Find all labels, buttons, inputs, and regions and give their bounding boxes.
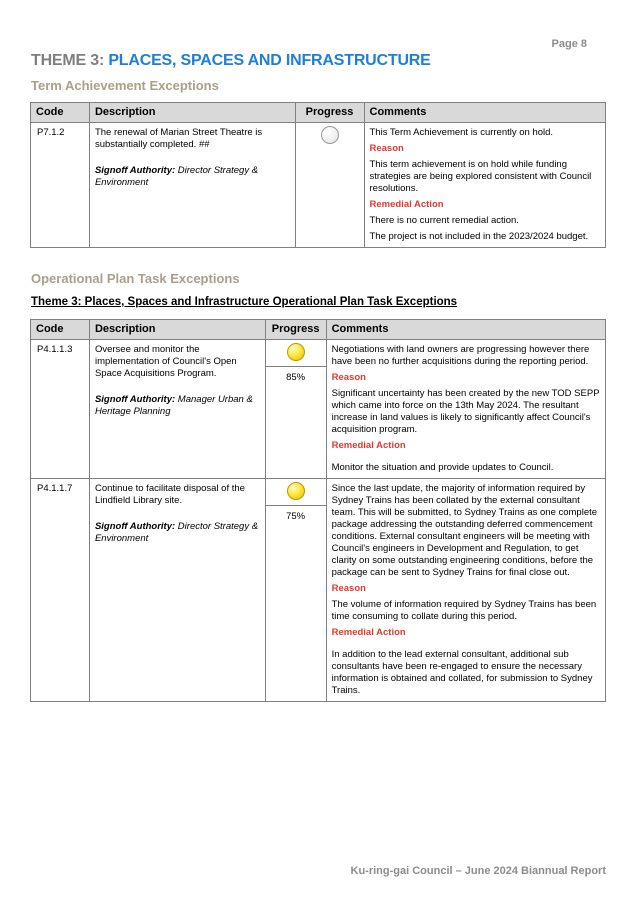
term-section-title: Term Achievement Exceptions xyxy=(31,78,219,93)
status-empty-circle-icon xyxy=(321,126,339,144)
table-header-row xyxy=(31,103,606,123)
header-progress: Progress xyxy=(295,103,364,123)
row-progress xyxy=(295,123,364,248)
header-code: Code xyxy=(31,320,90,340)
remedial-text-1: There is no current remedial action. xyxy=(369,215,519,226)
status-yellow-circle-icon xyxy=(287,343,305,361)
remedial-text: Monitor the situation and provide updates to Council. xyxy=(331,462,554,473)
signoff-authority xyxy=(95,165,290,189)
reason-label: Reason xyxy=(331,372,366,383)
signoff-value: Manager Urban & Heritage Planning xyxy=(94,394,253,417)
table-row xyxy=(31,123,606,248)
header-progress: Progress xyxy=(265,320,326,340)
row-code: P4.1.1.7 xyxy=(31,479,90,702)
signoff-label: Signoff Authority: xyxy=(94,394,176,405)
theme-name: PLACES, SPACES AND INFRASTRUCTURE xyxy=(108,52,431,69)
comment-intro: Since the last update, the majority of information required by Sydney Trains has been collated by the external consultant team. This will be submitted, to Sydney Trains as one complete package addressing the outstanding deferred commencement conditions. External consultant engineers will be meeting with Council's engineers in Development and Regulation, to get clarity on some outstanding engineering conditions, before the package can be sent to Sydney Trains for final close out. xyxy=(331,483,598,578)
term-achievement-table xyxy=(30,102,606,248)
row-progress xyxy=(265,479,326,702)
comment-intro: This Term Achievement is currently on hold. xyxy=(369,127,554,138)
table-row xyxy=(31,479,606,702)
row-comments xyxy=(364,123,606,248)
header-code: Code xyxy=(31,103,90,123)
remedial-text-2: The project is not included in the 2023/2024 budget. xyxy=(369,231,589,242)
reason-text: The volume of information required by Sydney Trains has been time consuming to collate during this period. xyxy=(331,599,597,622)
progress-value: 85% xyxy=(286,372,306,383)
operational-task-table xyxy=(30,319,606,702)
row-description xyxy=(89,479,265,702)
description-text: Continue to facilitate disposal of the Lindfield Library site. xyxy=(94,483,245,506)
row-progress xyxy=(265,340,326,479)
row-description xyxy=(89,340,265,479)
header-comments: Comments xyxy=(326,320,605,340)
description-text: The renewal of Marian Street Theatre is substantially completed. ## xyxy=(94,127,263,150)
theme-title xyxy=(31,52,431,70)
footer: Ku-ring-gai Council – June 2024 Biannual Report xyxy=(350,865,606,877)
signoff-label: Signoff Authority: xyxy=(94,165,176,176)
remedial-text: In addition to the lead external consultant, additional sub consultants have been re-engaged to ensure the necessary information is obtained and collated, for submission to Sydney Trains. xyxy=(331,649,593,696)
row-comments xyxy=(326,340,605,479)
table-row xyxy=(31,340,606,479)
header-comments: Comments xyxy=(364,103,606,123)
signoff-authority xyxy=(95,394,260,418)
reason-label: Reason xyxy=(331,583,366,594)
signoff-value: Director Strategy & Environment xyxy=(94,165,259,188)
signoff-value: Director Strategy & Environment xyxy=(94,521,259,544)
remedial-label: Remedial Action xyxy=(369,199,444,210)
status-yellow-circle-icon xyxy=(287,482,305,500)
signoff-authority xyxy=(95,521,260,545)
description-text: Oversee and monitor the implementation of Council's Open Space Acquisitions Program. xyxy=(94,344,237,379)
comment-intro: Negotiations with land owners are progressing however there have been no further acquisitions during the reporting period. xyxy=(331,344,590,367)
row-code: P4.1.1.3 xyxy=(31,340,90,479)
theme-prefix: THEME 3: xyxy=(31,52,109,69)
reason-text: This term achievement is on hold while funding strategies are being explored consistent with Council resolutions. xyxy=(369,159,592,194)
progress-icon-cell xyxy=(266,479,326,506)
header-description: Description xyxy=(89,103,295,123)
header-description: Description xyxy=(89,320,265,340)
row-comments xyxy=(326,479,605,702)
remedial-label: Remedial Action xyxy=(331,627,406,638)
row-code: P7.1.2 xyxy=(31,123,90,248)
remedial-label: Remedial Action xyxy=(331,440,406,451)
ops-table-title: Theme 3: Places, Spaces and Infrastructure Operational Plan Task Exceptions xyxy=(31,296,458,308)
table-header-row xyxy=(31,320,606,340)
page-number: Page 8 xyxy=(551,38,587,50)
signoff-label: Signoff Authority: xyxy=(94,521,176,532)
reason-text: Significant uncertainty has been created by the new TOD SEPP which came into force on the 13th May 2024. The resultant increase in land values is likely to significantly affect Council's acquisition program. xyxy=(331,388,600,435)
ops-section-title: Operational Plan Task Exceptions xyxy=(31,271,240,286)
progress-value: 75% xyxy=(286,511,306,522)
reason-label: Reason xyxy=(369,143,404,154)
progress-icon-cell xyxy=(266,340,326,367)
row-description xyxy=(89,123,295,248)
